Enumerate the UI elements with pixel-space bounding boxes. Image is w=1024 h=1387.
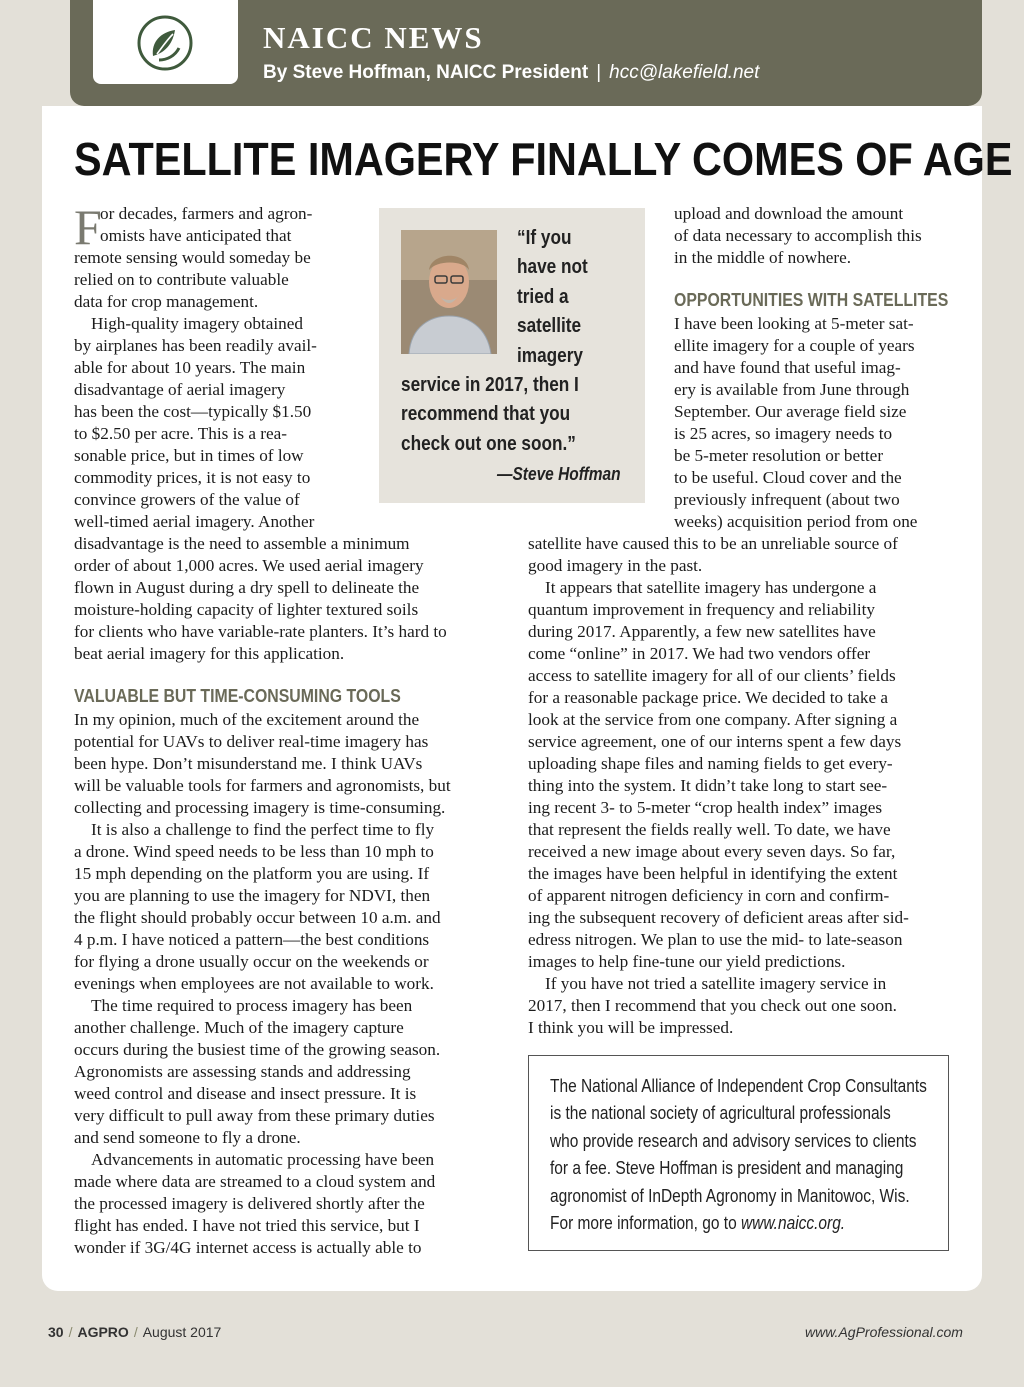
- text-line: disadvantage of aerial imagery: [74, 380, 286, 399]
- text-line: received a new image about every seven days. So far,: [528, 842, 896, 861]
- byline: [263, 62, 759, 84]
- text-line: a drone. Wind speed needs to be less than 10 mph to: [74, 842, 434, 861]
- text-line: ellite imagery for a couple of years: [674, 336, 915, 355]
- magazine-name: AGPRO: [77, 1324, 129, 1340]
- text-line: will be valuable tools for farmers and agronomists, but: [74, 776, 451, 795]
- text-line: in the middle of nowhere.: [674, 248, 852, 267]
- text-line: that represent the fields really well. To date, we have: [528, 820, 891, 839]
- text-line: 2017, then I recommend that you check out one soon.: [528, 996, 897, 1015]
- text-line: satellite have caused this to be an unreliable source of: [528, 534, 898, 553]
- text-line: you are planning to use the imagery for NDVI, then: [74, 886, 431, 905]
- text-line: quantum improvement in frequency and reliability: [528, 600, 875, 619]
- text-line: weed control and disease and insect pressure. It is: [74, 1084, 417, 1103]
- drop-cap: F: [74, 199, 102, 255]
- bio-line: The National Alliance of Independent Crop Consultants: [550, 1076, 927, 1096]
- column2-wide: [528, 533, 909, 1039]
- text-line: The time required to process imagery has been: [91, 996, 413, 1015]
- text-line: well-timed aerial imagery. Another: [74, 512, 315, 531]
- text-line: evenings when employees are not available to work.: [74, 974, 434, 993]
- text-line: by airplanes has been readily avail-: [74, 336, 317, 355]
- text-line: of apparent nitrogen deficiency in corn and confirm-: [528, 886, 890, 905]
- pullquote-line: check out one soon.”: [401, 432, 576, 455]
- text-line: very difficult to pull away from these primary duties: [74, 1106, 435, 1125]
- text-line: 15 mph depending on the platform you are using. If: [74, 864, 430, 883]
- pullquote-line: tried a: [517, 285, 569, 308]
- text-line: If you have not tried a satellite imagery service in: [545, 974, 887, 993]
- bio-line: agronomist of InDepth Agronomy in Manitowoc, Wis.: [550, 1185, 910, 1206]
- bio-link[interactable]: www.naicc.org.: [741, 1213, 846, 1234]
- text-line: come “online” in 2017. We had two vendors offer: [528, 644, 871, 663]
- byline-author: By Steve Hoffman, NAICC President: [263, 62, 589, 83]
- text-line: omists have anticipated that: [100, 226, 292, 245]
- text-line: for a reasonable package price. We decided to take a: [528, 688, 888, 707]
- byline-separator: |: [596, 62, 602, 83]
- text-line: of data necessary to accomplish this: [674, 226, 922, 245]
- text-line: to $2.50 per acre. This is a rea-: [74, 424, 288, 443]
- text-line: It is also a challenge to find the perfect time to fly: [91, 820, 435, 839]
- pullquote-line: satellite: [517, 315, 582, 338]
- text-line: for clients who have variable-rate planters. It’s hard to: [74, 622, 447, 641]
- byline-email[interactable]: hcc@lakefield.net: [609, 62, 760, 83]
- bio-more-info: For more information, go to: [550, 1213, 742, 1234]
- text-line: potential for UAVs to deliver real-time imagery has: [74, 732, 429, 751]
- text-line: relied on to contribute valuable: [74, 270, 289, 289]
- text-line: service agreement, one of our interns spent a few days: [528, 732, 902, 751]
- text-line: In my opinion, much of the excitement around the: [74, 710, 420, 729]
- text-line: or decades, farmers and agron-: [100, 204, 313, 223]
- text-line: I have been looking at 5-meter sat-: [674, 314, 914, 333]
- text-line: is 25 acres, so imagery needs to: [674, 424, 893, 443]
- column2-section: [674, 313, 917, 533]
- text-line: order of about 1,000 acres. We used aerial imagery: [74, 556, 424, 575]
- footer-folio: [48, 1324, 221, 1340]
- column2-top: [674, 203, 922, 269]
- text-line: the processed imagery is delivered shortly after the: [74, 1194, 425, 1213]
- text-line: Advancements in automatic processing have been: [91, 1150, 435, 1169]
- text-line: been hype. Don’t misunderstand me. I think UAVs: [74, 754, 423, 773]
- logo-box: [93, 0, 238, 84]
- text-line: wonder if 3G/4G internet access is actually able to: [74, 1238, 422, 1257]
- pullquote-attribution: —Steve Hoffman: [497, 464, 621, 484]
- text-line: occurs during the busiest time of the growing season.: [74, 1040, 441, 1059]
- text-line: the images have been helpful in identifying the extent: [528, 864, 898, 883]
- text-line: uploading shape files and naming fields to get every-: [528, 754, 893, 773]
- text-line: Agronomists are assessing stands and addressing: [74, 1062, 411, 1081]
- pullquote-long-lines: [401, 371, 579, 459]
- pullquote-line: imagery: [517, 344, 583, 367]
- text-line: thing into the system. It didn’t take long to start see-: [528, 776, 888, 795]
- text-line: flown in August during a dry spell to delineate the: [74, 578, 420, 597]
- column1-section: [74, 709, 451, 1259]
- text-line: 4 p.m. I have noticed a pattern—the best conditions: [74, 930, 430, 949]
- text-line: beat aerial imagery for this application.: [74, 644, 345, 663]
- text-line: weeks) acquisition period from one: [674, 512, 918, 531]
- text-line: collecting and processing imagery is time-consuming.: [74, 798, 446, 817]
- text-line: commodity prices, it is not easy to: [74, 468, 311, 487]
- pullquote-line: “If you: [517, 227, 572, 249]
- bio-text: [550, 1073, 927, 1237]
- footer-website[interactable]: www.AgProfessional.com: [805, 1324, 963, 1340]
- text-line: upload and download the amount: [674, 204, 904, 223]
- text-line: edress nitrogen. We plan to use the mid- to late-season: [528, 930, 903, 949]
- text-line: and send someone to fly a drone.: [74, 1128, 301, 1147]
- text-line: be 5-meter resolution or better: [674, 446, 884, 465]
- text-line: ery is available from June through: [674, 380, 910, 399]
- text-line: I think you will be impressed.: [528, 1018, 734, 1037]
- bio-line: for a fee. Steve Hoffman is president and managing: [550, 1158, 904, 1179]
- text-line: for flying a drone usually occur on the weekends or: [74, 952, 429, 971]
- text-line: the flight should probably occur between 10 a.m. and: [74, 908, 441, 927]
- text-line: ing the subsequent recovery of deficient areas after sid-: [528, 908, 909, 927]
- text-line: previously infrequent (about two: [674, 490, 900, 509]
- text-line: High-quality imagery obtained: [91, 314, 303, 333]
- pullquote-line: recommend that you: [401, 403, 571, 426]
- subhead-opportunities: OPPORTUNITIES WITH SATELLITES: [674, 290, 949, 310]
- text-line: has been the cost—typically $1.50: [74, 402, 312, 421]
- footer-slash-2: /: [133, 1324, 138, 1340]
- page-number: 30: [48, 1324, 64, 1340]
- bio-line: is the national society of agricultural professionals: [550, 1103, 891, 1124]
- text-line: It appears that satellite imagery has undergone a: [545, 578, 877, 597]
- pullquote-line: service in 2017, then I: [401, 374, 579, 396]
- text-line: able for about 10 years. The main: [74, 358, 306, 377]
- text-line: made where data are streamed to a cloud system and: [74, 1172, 436, 1191]
- text-line: moisture-holding capacity of lighter textured soils: [74, 600, 419, 619]
- text-line: during 2017. Apparently, a few new satellites have: [528, 622, 876, 641]
- text-line: sonable price, but in times of low: [74, 446, 304, 465]
- footer-slash-1: /: [68, 1324, 73, 1340]
- text-line: images to help fine-tune our yield predictions.: [528, 952, 846, 971]
- naicc-leaf-logo-icon: [133, 12, 197, 74]
- text-line: disadvantage is the need to assemble a minimum: [74, 534, 410, 553]
- text-line: flight has ended. I have not tried this service, but I: [74, 1216, 420, 1235]
- text-line: good imagery in the past.: [528, 556, 703, 575]
- pullquote-short-lines: [517, 224, 588, 371]
- text-line: to be useful. Cloud cover and the: [674, 468, 902, 487]
- text-line: convince growers of the value of: [74, 490, 300, 509]
- text-line: September. Our average field size: [674, 402, 907, 421]
- subhead-valuable-tools: VALUABLE BUT TIME-CONSUMING TOOLS: [74, 686, 401, 706]
- text-line: ing recent 3- to 5-meter “crop health index” images: [528, 798, 883, 817]
- section-title: NAICC NEWS: [263, 20, 484, 55]
- pullquote-line: have not: [517, 256, 588, 279]
- article-headline: SATELLITE IMAGERY FINALLY COMES OF AGE: [74, 133, 1013, 185]
- author-portrait: [401, 230, 497, 354]
- text-line: look at the service from one company. After signing a: [528, 710, 898, 729]
- issue-date: August 2017: [142, 1324, 222, 1340]
- bio-line: who provide research and advisory services to clients: [550, 1130, 917, 1151]
- text-line: another challenge. Much of the imagery capture: [74, 1018, 404, 1037]
- text-line: and have found that useful imag-: [674, 358, 901, 377]
- text-line: remote sensing would someday be: [74, 248, 311, 267]
- text-line: data for crop management.: [74, 292, 259, 311]
- text-line: access to satellite imagery for all of our clients’ fields: [528, 666, 896, 685]
